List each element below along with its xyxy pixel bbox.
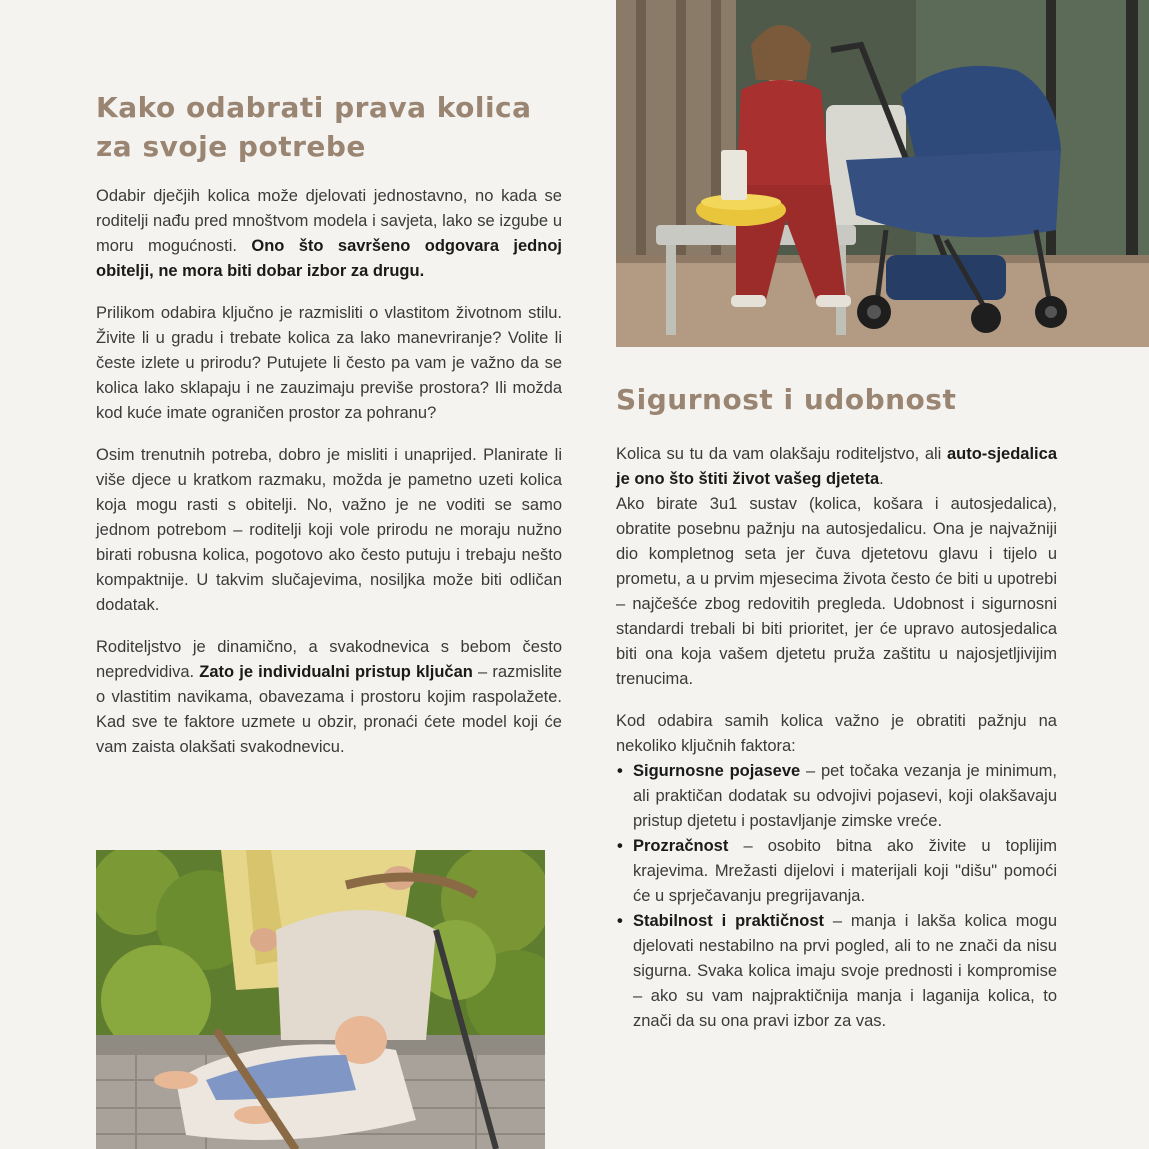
list-item-text: – osobito bitna ako živite u toplijim krajevima. Mrežasti dijelovi i materijali koji "dišu" pomoći će u sprječavanju pregrijavanja. — [633, 837, 1057, 905]
baby-in-beige-stroller-photo — [96, 850, 545, 1149]
right-column — [616, 380, 1057, 1034]
intro-text: Odabir dječjih kolica može djelovati jednostavno, no kada se roditelji nađu pred mnoštvom modela i savjeta, lako se izgube u moru mogućnosti. — [96, 187, 562, 255]
factors-list — [616, 759, 1057, 1034]
intro-bold: Ono što savršeno odgovara jednoj obitelji, ne mora biti dobar izbor za drugu. — [96, 237, 562, 280]
list-item-title: Prozračnost — [633, 837, 729, 855]
individual-text: Roditeljstvo je dinamično, a svakodnevica s bebom često nepredvidiva. — [96, 638, 562, 681]
intro-paragraph — [96, 184, 562, 284]
left-column — [96, 88, 562, 777]
list-item — [616, 834, 1057, 909]
individual-approach-paragraph — [96, 635, 562, 760]
individual-bold: Zato je individualni pristup ključan — [199, 663, 473, 681]
car-seat-bold: auto-sjedalica je ono što štiti život vašeg djeteta — [616, 445, 1057, 488]
page-title — [96, 88, 562, 166]
list-item — [616, 759, 1057, 834]
list-item-text: – manja i lakša kolica mogu djelovati nestabilno na prvi pogled, ali to ne znači da nisu sigurna. Svaka kolica imaju svoje prednosti i kompromise – ako su vam najpraktičnija manja i laganija kolica, to znači da su ona pravi izbor za vas. — [633, 912, 1057, 1030]
list-item — [616, 909, 1057, 1034]
list-item-text: – pet točaka vezanja je minimum, ali praktičan dodatak su odvojivi pojasevi, koji olakšavaju pristup djetetu i postavljanje zimske vreće. — [633, 762, 1058, 830]
car-seat-dot: . — [879, 470, 884, 488]
title-line-2: za svoje potrebe — [96, 130, 366, 163]
future-paragraph: Osim trenutnih potreba, dobro je misliti i unaprijed. Planirate li više djece u kratkom razmaku, možda je pametno uzeti kolica koja mogu rasti s obitelji. No, važno je ne voditi se samo jednom potrebom – roditelji koji vole prirodu ne moraju nužno birati robusna kolica, pogotovo ako često putuju i trebaju nešto kompaktnije. U takvim slučajevima, nosiljka može biti odličan dodatak. — [96, 446, 562, 614]
mother-with-blue-stroller-photo — [616, 0, 1149, 347]
car-seat-text: Kolica su tu da vam olakšaju roditeljstvo, ali — [616, 445, 947, 463]
car-seat-paragraph — [616, 442, 1057, 692]
lifestyle-paragraph: Prilikom odabira ključno je razmisliti o vlastitom životnom stilu. Živite li u gradu i trebate kolica za lako manevriranje? Volite li česte izlete u prirodu? Putujete li često pa vam je važno da se kolica lako sklapaju i ne zauzimaju previše prostora? Ili možda kod kuće imate ograničen prostor za pohranu? — [96, 304, 562, 422]
title-line-1: Kako odabrati prava kolica — [96, 91, 532, 124]
list-item-title: Stabilnost i praktičnost — [633, 912, 825, 930]
car-seat-rest: Ako birate 3u1 sustav (kolica, košara i autosjedalica), obratite posebnu pažnju na autosjedalicu. Ona je najvažniji dio kompletnog seta jer čuva djetetovu glavu i tijelo u prometu, a u prvim mjesecima života često će biti u upotrebi – najčešće zbog redovitih pregleda. Udobnost i sigurnosni standardi trebali bi biti prioritet, jer će upravo autosjedalica biti ona koja vašem djetetu pruža zaštitu u najosjetljivijim trenucima. — [616, 495, 1057, 688]
individual-rest: – razmislite o vlastitim navikama, obavezama i prostoru kojim raspolažete. Kad sve te faktore uzmete u obzir, pronaći ćete model koji će vam zaista olakšati svakodnevicu. — [96, 663, 562, 756]
list-item-title: Sigurnosne pojaseve — [633, 762, 801, 780]
section-title-safety: Sigurnost i udobnost — [616, 383, 957, 416]
factors-intro: Kod odabira samih kolica važno je obratiti pažnju na nekoliko ključnih faktora: — [616, 712, 1057, 755]
